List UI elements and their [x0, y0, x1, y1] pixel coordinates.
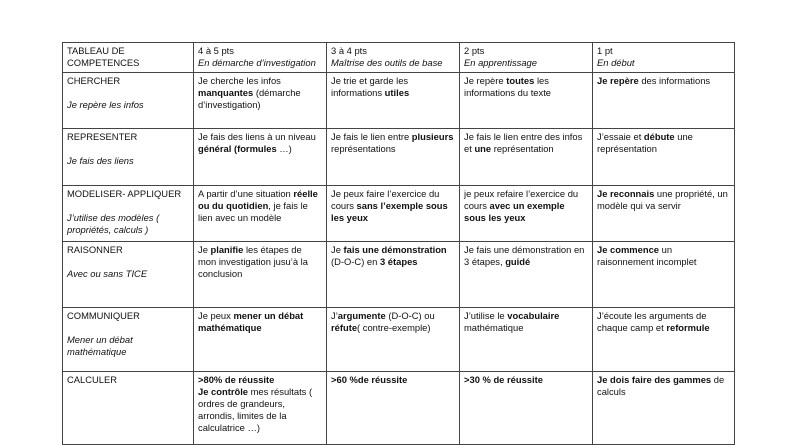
competence-subtitle: Mener un débat mathématique — [67, 334, 133, 357]
criterion-text: une propriété, un modèle qui va servir — [597, 188, 728, 211]
criterion-text: Je contrôle — [198, 386, 249, 397]
table-row — [63, 242, 735, 308]
criterion-text: Je — [331, 244, 344, 255]
level-desc: En apprentissage — [464, 57, 537, 68]
criterion-text: ( contre-exemple) — [357, 322, 431, 333]
criterion-text: J’écoute les arguments de chaque camp et — [597, 310, 707, 333]
competence-subtitle: Je fais des liens — [67, 155, 134, 166]
level-header — [460, 43, 593, 73]
level-header — [327, 43, 460, 73]
level-points: 4 à 5 pts — [198, 45, 234, 56]
criterion-cell — [460, 242, 593, 308]
table-row — [63, 308, 735, 372]
criterion-text: un raisonnement incomplet — [597, 244, 697, 267]
competence-name: RAISONNER — [67, 244, 123, 255]
criterion-cell — [194, 73, 327, 129]
criterion-text: J’ — [331, 310, 338, 321]
criterion-cell — [194, 186, 327, 242]
criterion-text: Je commence — [597, 244, 660, 255]
criterion-cell — [194, 242, 327, 308]
criterion-text: mathématique — [464, 322, 524, 333]
criterion-text: avec un exemple sous les yeux — [464, 200, 565, 223]
criterion-text: J’utilise le — [464, 310, 508, 321]
criterion-text: représentations — [331, 143, 396, 154]
criterion-text: mes résultats ( ordres de grandeurs, arrondis, limites de la calculatrice …) — [198, 386, 313, 433]
criterion-text: plusieurs — [411, 131, 454, 142]
criterion-cell — [593, 308, 735, 372]
criterion-cell — [327, 242, 460, 308]
criterion-text: manquantes — [198, 87, 254, 98]
competence-subtitle: J’utilise des modèles ( propriétés, calculs ) — [67, 212, 160, 235]
criterion-cell — [593, 372, 735, 445]
competence-name: COMMUNIQUER — [67, 310, 140, 321]
level-header — [593, 43, 735, 73]
criterion-text: …) — [276, 143, 292, 154]
criterion-cell — [593, 242, 735, 308]
competence-name: CALCULER — [67, 374, 118, 385]
competences-table — [62, 42, 735, 445]
criterion-cell — [460, 73, 593, 129]
criterion-text: une — [474, 143, 492, 154]
criterion-text: J’essaie et — [597, 131, 644, 142]
criterion-cell — [194, 372, 327, 445]
criterion-text: planifie — [210, 244, 244, 255]
competence-cell — [63, 73, 194, 129]
competence-name: CHERCHER — [67, 75, 121, 86]
criterion-cell — [460, 308, 593, 372]
criterion-text: A partir d’une situation — [198, 188, 294, 199]
criterion-text: informations — [656, 75, 711, 86]
competence-name: REPRESENTER — [67, 131, 138, 142]
table-row — [63, 372, 735, 445]
table-row — [63, 186, 735, 242]
criterion-cell — [460, 129, 593, 186]
criterion-text: Je fais des liens à un niveau — [198, 131, 316, 142]
level-desc: En démarche d’investigation — [198, 57, 316, 68]
criterion-text: Je fais le lien entre — [331, 131, 412, 142]
level-points: 1 pt — [597, 45, 613, 56]
table-row — [63, 129, 735, 186]
level-points: 3 à 4 pts — [331, 45, 367, 56]
criterion-text: réelle ou du quotidien — [198, 188, 318, 211]
criterion-text: >30 % de réussite — [464, 374, 543, 385]
criterion-text: les informations du texte — [464, 75, 552, 98]
criterion-text: reformule — [666, 322, 710, 333]
criterion-cell — [593, 73, 735, 129]
criterion-cell — [460, 186, 593, 242]
criterion-cell — [460, 372, 593, 445]
criterion-cell — [593, 186, 735, 242]
criterion-text: je peux refaire l’exercice du cours — [464, 188, 579, 211]
criterion-text: Je peux — [198, 310, 234, 321]
competence-cell — [63, 186, 194, 242]
criterion-text: Je peux faire l’exercice du cours — [331, 188, 440, 211]
criterion-text: Je — [198, 244, 211, 255]
level-desc: Maîtrise des outils de base — [331, 57, 443, 68]
competence-subtitle: Je repère les infos — [67, 99, 144, 110]
criterion-text: 3 étapes — [379, 256, 418, 267]
criterion-text: de calculs — [597, 374, 725, 397]
criterion-text: >60 %de réussite — [331, 374, 408, 385]
criterion-text: argumente — [337, 310, 386, 321]
criterion-text: Je fais une démonstration en 3 étapes, — [464, 244, 585, 267]
criterion-cell — [194, 308, 327, 372]
header-row — [63, 43, 735, 73]
header-title — [63, 43, 194, 73]
level-desc: En début — [597, 57, 635, 68]
competence-cell — [63, 242, 194, 308]
criterion-text: Je repère — [597, 75, 642, 86]
criterion-text: Je reconnais — [597, 188, 655, 199]
table-title: TABLEAU DE COMPETENCES — [67, 45, 140, 68]
criterion-text: sans l’exemple sous les yeux — [331, 200, 448, 223]
criterion-cell — [327, 372, 460, 445]
criterion-text: représentation — [491, 143, 554, 154]
criterion-text: des — [641, 75, 657, 86]
criterion-text: (D-O-C) en — [331, 256, 380, 267]
criterion-text: réfute — [331, 322, 358, 333]
level-points: 2 pts — [464, 45, 485, 56]
criterion-text: , je fais le lien avec un modèle — [198, 200, 308, 223]
criterion-text: Je trie et garde les informations — [331, 75, 409, 98]
competence-subtitle: Avec ou sans TICE — [67, 268, 148, 279]
criterion-text: guidé — [505, 256, 531, 267]
criterion-cell — [194, 129, 327, 186]
criterion-cell — [327, 73, 460, 129]
criterion-text: Je repère — [464, 75, 507, 86]
criterion-text: >80% de réussite — [198, 374, 275, 385]
criterion-text: Je dois faire des gammes — [597, 374, 712, 385]
criterion-text: vocabulaire — [507, 310, 560, 321]
criterion-text: les étapes de mon investigation jusu’à la conclusion — [198, 244, 308, 279]
table-row — [63, 73, 735, 129]
competence-name: MODELISER- APPLIQUER — [67, 188, 182, 199]
criterion-text: toutes — [506, 75, 535, 86]
criterion-text: (D-O-C) ou — [385, 310, 435, 321]
competence-cell — [63, 308, 194, 372]
level-header — [194, 43, 327, 73]
competence-cell — [63, 129, 194, 186]
criterion-text: mener un débat mathématique — [198, 310, 304, 333]
criterion-text: général (formules — [198, 143, 277, 154]
competence-cell — [63, 372, 194, 445]
criterion-cell — [327, 186, 460, 242]
criterion-text: (démarche d’investigation) — [198, 87, 301, 110]
criterion-text: une représentation — [597, 131, 693, 154]
criterion-text: débute — [643, 131, 675, 142]
criterion-text: Je fais le lien entre des infos et — [464, 131, 583, 154]
criterion-text: utiles — [384, 87, 410, 98]
criterion-cell — [593, 129, 735, 186]
criterion-text: fais une démonstration — [343, 244, 447, 255]
criterion-cell — [327, 129, 460, 186]
criterion-cell — [327, 308, 460, 372]
criterion-text: Je cherche les infos — [198, 75, 281, 86]
